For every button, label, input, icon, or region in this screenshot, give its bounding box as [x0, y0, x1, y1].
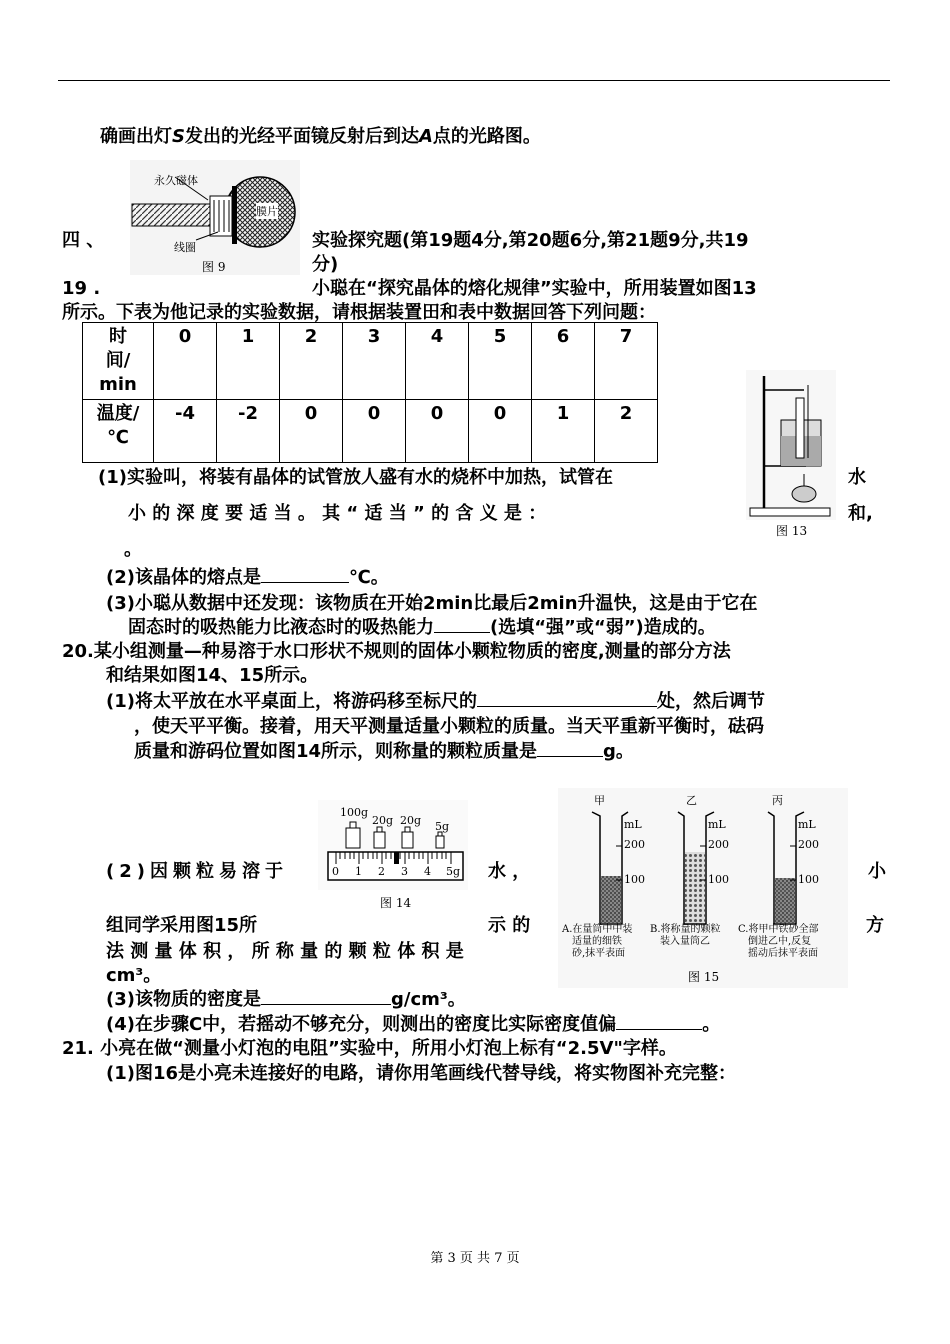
caption-line: 装入量筒乙	[660, 936, 710, 947]
fig9-label-film: 膜片	[256, 205, 278, 218]
table-row	[83, 400, 658, 463]
cell-text: 间/	[105, 350, 131, 371]
q19-p2-text: (2)该晶体的熔点是	[106, 567, 261, 588]
q19-p3-text: (选填“强”或“弱”)造成的。	[490, 617, 716, 638]
q19-p3b	[128, 616, 716, 640]
q20-p1-text: 处，然后调节	[656, 691, 765, 712]
page-footer: 第 3 页 共 7 页	[430, 1251, 520, 1266]
q19-data-table	[82, 322, 658, 463]
fig9-label-magnet: 永久磁体	[154, 174, 198, 187]
q20-p2-text: 小	[868, 861, 886, 882]
unit-label: mL	[624, 818, 642, 831]
fig15-caption-a	[562, 924, 632, 960]
q20-p1-text: (1)将太平放在水平桌面上，将游码移至标尺的	[106, 691, 477, 712]
scale-tick: 5g	[446, 865, 461, 878]
table-row	[83, 323, 658, 400]
scale-tick: 1	[355, 865, 362, 878]
q19-p3-text: 固态时的吸热能力比液态时的吸热能力	[128, 617, 434, 638]
fig15-caption-c	[738, 924, 818, 960]
q19-p2	[106, 566, 389, 590]
intro-text: 点的光路图。	[432, 126, 541, 147]
q19-p1-text: (1)实验叫，将装有晶体的试管放人盛有水的烧杯中加热，试管在	[98, 467, 613, 488]
table-cell: 0	[469, 400, 532, 463]
volume-mark: 200	[708, 838, 729, 851]
table-cell: 1	[217, 323, 280, 400]
weight-label: 100g	[340, 806, 369, 819]
intro-line	[100, 125, 541, 149]
q20-p1-text: 质量和游码位置如图14所示，则称量的颗粒质量是	[134, 741, 538, 762]
letter-s: S	[172, 126, 185, 147]
q20-p2-text: 示 的	[488, 915, 531, 936]
q20-text: 和结果如图14、15所示。	[106, 665, 319, 686]
table-cell: 7	[595, 323, 658, 400]
q20-p1c	[134, 740, 634, 764]
caption-line: B.将称量的颗粒	[650, 924, 721, 935]
q20-p2-text: 法 测 量 体 积 ， 所 称 量 的 颗 粒 体 积 是	[106, 941, 464, 962]
table-cell: 6	[532, 323, 595, 400]
section-number: 四 、	[62, 230, 105, 251]
figure-13	[746, 370, 836, 542]
volume-mark: 200	[624, 838, 645, 851]
table-cell: 2	[595, 400, 658, 463]
weight-label: 5g	[435, 820, 450, 833]
q19-p1-text: 小 的 深 度 要 适 当 。 其 “ 适 当 ” 的 含 义 是 ：	[128, 503, 547, 524]
header-rule	[58, 80, 890, 81]
q20-p2-text: 组同学采用图15所	[106, 915, 258, 936]
q20-p3-text: g/cm³。	[390, 989, 466, 1010]
table-cell: -4	[154, 400, 217, 463]
q20-p3-text: (3)该物质的密度是	[106, 989, 261, 1010]
volume-mark: 200	[798, 838, 819, 851]
caption-line: 砂,抹平表面	[572, 948, 626, 959]
caption-line: C.将甲中铁砂全部	[738, 924, 819, 935]
table-cell: 5	[469, 323, 532, 400]
table-cell	[83, 400, 154, 463]
answer-blank[interactable]	[537, 756, 603, 757]
q19-p3-text: (3)小聪从数据中还发现：该物质在开始2min比最后2min升温快，这是由于它在	[106, 593, 758, 614]
q20-p2-text: 方	[866, 915, 884, 936]
table-cell: 1	[532, 400, 595, 463]
q20-p4-text: 。	[702, 1014, 721, 1035]
q20-p4	[106, 1013, 720, 1037]
q20-p2-text: cm³。	[106, 965, 162, 986]
q19-text: 小聪在“探究晶体的熔化规律”实验中，所用装置如图13	[312, 278, 757, 299]
fig9-caption: 图 9	[202, 260, 226, 274]
caption-line: 适量的细铁	[572, 936, 622, 947]
cylinder-label: 乙	[686, 794, 697, 807]
section-title-cont: 分)	[312, 254, 339, 275]
figure-14	[318, 800, 468, 915]
caption-line: A.在量筒中中装	[562, 924, 633, 935]
table-cell: 0	[154, 323, 217, 400]
table-cell: 4	[406, 323, 469, 400]
fig9-label-coil: 线圈	[174, 241, 196, 254]
scale-tick: 2	[378, 865, 385, 878]
q20-p1a	[106, 690, 765, 714]
q19-p1-end: 。	[124, 539, 142, 560]
intro-text: 发出的光经平面镜反射后到达	[184, 126, 419, 147]
fig15-caption: 图 15	[688, 970, 720, 984]
fig15-caption-b	[650, 924, 721, 948]
weight-label: 20g	[400, 814, 422, 827]
q20-p1-text: g。	[603, 741, 634, 762]
scale-tick: 0	[332, 865, 339, 878]
fig13-caption: 图 13	[776, 524, 808, 538]
section-title: 实验探究题(第19题4分,第20题6分,第21题9分,共19	[312, 230, 749, 251]
q20-p1-text: ，使天平平衡。接着，用天平测量适量小颗粒的质量。当天平重新平衡时，砝码	[134, 716, 764, 737]
q20-p3	[106, 988, 466, 1012]
answer-blank[interactable]	[434, 632, 490, 633]
answer-blank[interactable]	[616, 1029, 702, 1030]
unit-label: mL	[798, 818, 816, 831]
weight-label: 20g	[372, 814, 394, 827]
table-cell: 0	[343, 400, 406, 463]
caption-line: 倒进乙中,反复	[748, 936, 812, 947]
q20-p4-text: (4)在步骤C中，若摇动不够充分，则测出的密度比实际密度值偏	[106, 1014, 617, 1035]
table-cell	[83, 323, 154, 400]
q20-text: 20.某小组测量—种易溶于水口形状不规则的固体小颗粒物质的密度,测量的部分方法	[62, 641, 731, 662]
table-cell: 2	[280, 323, 343, 400]
volume-mark: 100	[708, 873, 729, 886]
intro-text: 确画出灯	[100, 126, 172, 147]
scale-tick: 3	[401, 865, 408, 878]
cell-text: min	[99, 374, 137, 395]
q19-number: 19 .	[62, 278, 101, 299]
volume-mark: 100	[624, 873, 645, 886]
q20-p2-text: 水 ，	[488, 861, 531, 882]
cylinder-label: 丙	[772, 794, 783, 807]
q19-p1-text-end: 和,	[848, 503, 873, 524]
cell-text: 时	[109, 326, 127, 347]
table-cell: -2	[217, 400, 280, 463]
table-cell: 0	[406, 400, 469, 463]
cell-text: ℃	[107, 427, 129, 448]
q21-text: (1)图16是小亮未连接好的电路，请你用笔画线代替导线，将实物图补充完整：	[106, 1063, 737, 1084]
letter-a: A	[418, 126, 433, 147]
q19-p2-text: ℃。	[348, 567, 389, 588]
table-cell: 0	[280, 400, 343, 463]
fig14-caption: 图 14	[380, 896, 412, 910]
scale-tick: 4	[424, 865, 431, 878]
cylinder-label: 甲	[594, 794, 605, 807]
table-cell: 3	[343, 323, 406, 400]
caption-line: 摇动后抹平表面	[748, 948, 818, 959]
answer-blank[interactable]	[261, 1004, 391, 1005]
figure-15	[558, 788, 848, 988]
q21-text: 21. 小亮在做“测量小灯泡的电阻”实验中，所用小灯泡上标有“2.5V"字样。	[62, 1038, 677, 1059]
volume-mark: 100	[798, 873, 819, 886]
answer-blank[interactable]	[477, 706, 657, 707]
q20-p2-text: (2)因颗粒易溶于	[106, 861, 288, 882]
answer-blank[interactable]	[261, 582, 349, 583]
q19-p1-text-end: 水	[848, 467, 866, 488]
q19-text: 所示。下表为他记录的实验数据，请根据装置田和表中数据回答下列问题：	[62, 302, 656, 323]
cell-text: 温度/	[96, 403, 140, 424]
unit-label: mL	[708, 818, 726, 831]
figure-9	[130, 160, 300, 275]
